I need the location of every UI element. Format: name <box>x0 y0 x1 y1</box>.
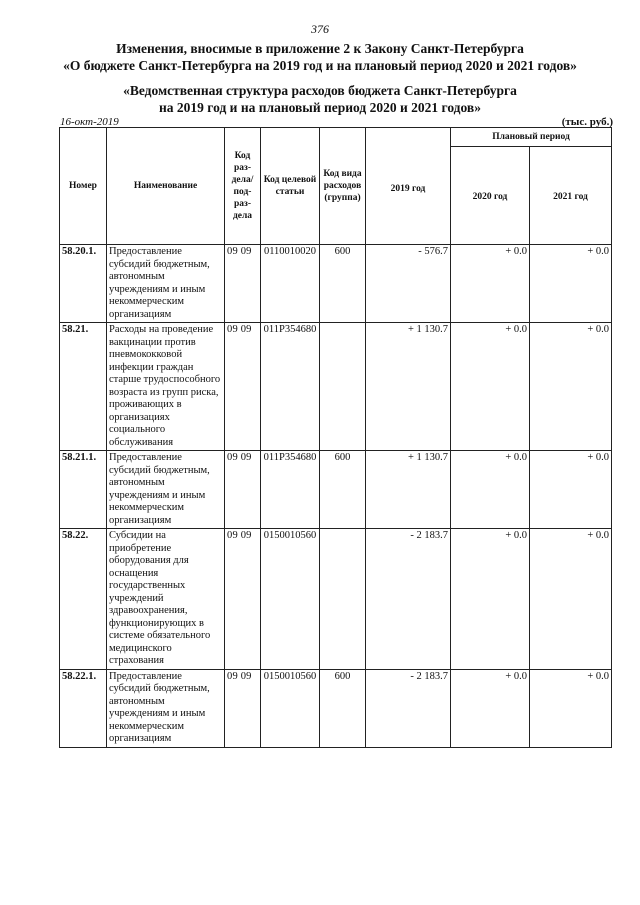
title-line-1: «Ведомственная структура расходов бюджета Санкт-Петербурга <box>123 83 517 98</box>
row-section-code: 09 09 <box>225 245 261 323</box>
row-2021-value: + 0.0 <box>530 451 612 529</box>
row-type-code: 600 <box>320 669 366 747</box>
row-target-code: 011P354680 <box>261 451 320 529</box>
budget-table <box>59 127 612 748</box>
header-row <box>60 128 612 147</box>
col-2020: 2020 год <box>451 147 530 245</box>
row-2019-value: - 2 183.7 <box>366 669 451 747</box>
row-name: Предоставление субсидий бюджетным, автономным учреждениям и иным некоммерческим организациям <box>107 669 225 747</box>
table-row <box>60 529 612 670</box>
page-number: 376 <box>311 22 329 36</box>
row-name: Расходы на проведение вакцинации против пневмококковой инфекции граждан старше трудоспособного возраста из групп риска, проживающих в организациях социального обслуживания <box>107 323 225 451</box>
title-line-2: на 2019 год и на плановый период 2020 и 2021 годов» <box>159 100 481 115</box>
row-number: 58.22. <box>60 529 107 670</box>
row-type-code: 600 <box>320 245 366 323</box>
col-section: Код раз-дела/ под-раз-дела <box>225 128 261 245</box>
row-name: Субсидии на приобретение оборудования для оснащения государственных учреждений здравоохранения, функционирующих в системе обязательного медицинского страхования <box>107 529 225 670</box>
col-number: Номер <box>60 128 107 245</box>
row-2020-value: + 0.0 <box>451 451 530 529</box>
document-date: 16-окт-2019 <box>60 116 119 128</box>
col-target: Код целевой статьи <box>261 128 320 245</box>
row-2020-value: + 0.0 <box>451 245 530 323</box>
col-name: Наименование <box>107 128 225 245</box>
row-target-code: 011P354680 <box>261 323 320 451</box>
table-body <box>60 245 612 748</box>
table-row <box>60 451 612 529</box>
row-2020-value: + 0.0 <box>451 529 530 670</box>
col-planned: Плановый период <box>451 128 612 147</box>
row-2020-value: + 0.0 <box>451 669 530 747</box>
row-section-code: 09 09 <box>225 529 261 670</box>
row-2021-value: + 0.0 <box>530 669 612 747</box>
units-label: (тыс. руб.) <box>561 116 613 128</box>
row-number: 58.20.1. <box>60 245 107 323</box>
row-type-code: 600 <box>320 451 366 529</box>
document-heading <box>0 40 640 74</box>
row-2019-value: + 1 130.7 <box>366 323 451 451</box>
row-2020-value: + 0.0 <box>451 323 530 451</box>
col-2019: 2019 год <box>366 128 451 245</box>
row-number: 58.21. <box>60 323 107 451</box>
row-2019-value: - 2 183.7 <box>366 529 451 670</box>
table-row <box>60 323 612 451</box>
row-2019-value: + 1 130.7 <box>366 451 451 529</box>
col-2021: 2021 год <box>530 147 612 245</box>
row-type-code <box>320 323 366 451</box>
row-2021-value: + 0.0 <box>530 323 612 451</box>
document-title <box>0 82 640 116</box>
row-section-code: 09 09 <box>225 323 261 451</box>
row-section-code: 09 09 <box>225 669 261 747</box>
row-name: Предоставление субсидий бюджетным, автономным учреждениям и иным некоммерческим организациям <box>107 451 225 529</box>
row-number: 58.21.1. <box>60 451 107 529</box>
table-row <box>60 245 612 323</box>
row-target-code: 0150010560 <box>261 529 320 670</box>
row-target-code: 0150010560 <box>261 669 320 747</box>
row-2019-value: - 576.7 <box>366 245 451 323</box>
row-type-code <box>320 529 366 670</box>
row-number: 58.22.1. <box>60 669 107 747</box>
row-section-code: 09 09 <box>225 451 261 529</box>
row-2021-value: + 0.0 <box>530 245 612 323</box>
heading-line-2: «О бюджете Санкт-Петербурга на 2019 год и на плановый период 2020 и 2021 годов» <box>63 58 577 73</box>
row-target-code: 0110010020 <box>261 245 320 323</box>
heading-line-1: Изменения, вносимые в приложение 2 к Закону Санкт-Петербурга <box>116 41 524 56</box>
table-row <box>60 669 612 747</box>
row-name: Предоставление субсидий бюджетным, автономным учреждениям и иным некоммерческим организациям <box>107 245 225 323</box>
col-type: Код вида расходов (группа) <box>320 128 366 245</box>
row-2021-value: + 0.0 <box>530 529 612 670</box>
